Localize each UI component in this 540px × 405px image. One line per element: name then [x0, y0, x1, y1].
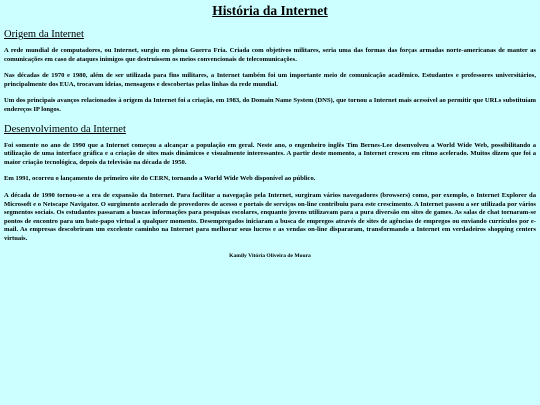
- page-title: História da Internet: [212, 3, 328, 18]
- paragraph: Um dos principais avanços relacionados à origem da Internet foi a criação, em 1983, do Domain Name System (DNS), que tornou a Internet mais acessível ao permitir que URLs substituíam endereços IP longos.: [4, 97, 536, 113]
- section-heading-desenvolvimento: Desenvolvimento da Internet: [4, 123, 126, 135]
- paragraph: Em 1991, ocorreu o lançamento do primeiro site do CERN, tornando a World Wide Web disponível ao público.: [4, 175, 316, 183]
- paragraph: Foi somente no ano de 1990 que a Internet começou a alcançar a população em geral. Neste ano, o engenheiro inglês Tim Bernes-Lee desenvolveu a World Wide Web, possibilitando a utilização de uma interface gráfica e a criação de sites mais dinâmicos e visualmente interessantes. A partir deste momento, a Internet cresceu em ritmo acelerado. Muitos dizem que foi a maior criação tecnológica, depois da televisão na década de 1950.: [4, 141, 536, 166]
- paragraph: Nas décadas de 1970 e 1980, além de ser utilizada para fins militares, a Internet também foi um importante meio de comunicação acadêmico. Estudantes e professores universitários, principalmente dos EUA, trocavam ideias, mensagens e descobertas pelas linhas da rede mundial.: [4, 72, 536, 88]
- paragraph: A década de 1990 tornou-se a era de expansão da Internet. Para facilitar a navegação pela Internet, surgiram vários navegadores (browsers) como, por exemplo, o Internet Explorer da Microsoft e o Netscape Navigator. O surgimento acelerado de provedores de acesso e portais de serviços on-line contribuiu para este crescimento. A Internet passou a ser utilizada por vários segmentos sociais. Os estudantes passaram a buscas informações para pesquisas escolares, enquanto jovens utilizavam para a pura diversão em sites de games. As salas de chat tornaram-se pontos de encontro para um bate-papo virtual a qualquer momento. Desempregados iniciaram a busca de empregos através de sites de agências de empregos ou enviando currículos por e-mail. As empresas descobriram um excelente caminho na Internet para melhorar seus lucros e as vendas on-line dispararam, transformando a Internet em verdadeiros shopping centers virtuais.: [4, 191, 536, 242]
- author-credit: Kamily Vitória Oliveira de Moura: [229, 252, 311, 259]
- section-origem: [4, 28, 536, 115]
- paragraph: A rede mundial de computadores, ou Internet, surgiu em plena Guerra Fria. Criada com objetivos militares, seria uma das formas das forças armadas norte-americanas de manter as comunicações em caso de ataques inimigos que destruíssem os meios convencionais de telecomunicações.: [4, 47, 536, 63]
- section-heading-origem: Origem da Internet: [4, 29, 84, 40]
- section-desenvolvimento: [4, 123, 536, 244]
